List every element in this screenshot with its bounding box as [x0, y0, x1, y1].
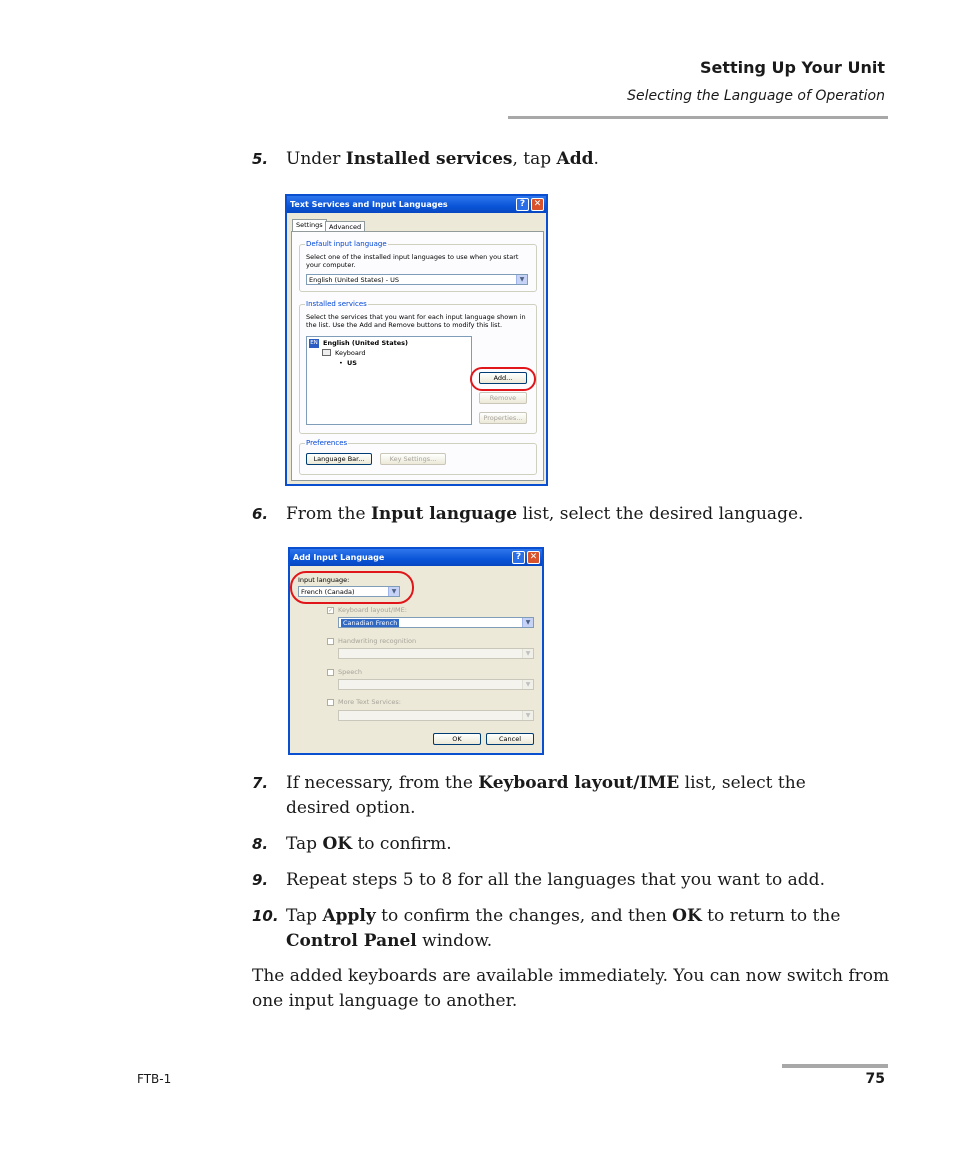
- page-number: 75: [865, 1071, 885, 1087]
- properties-button[interactable]: Properties...: [479, 412, 527, 424]
- step-text: Under Installed services, tap Add.: [286, 149, 599, 169]
- cancel-button[interactable]: Cancel: [486, 733, 534, 745]
- group-label: Installed services: [306, 300, 367, 308]
- close-icon[interactable]: ✕: [527, 551, 540, 564]
- help-icon[interactable]: ?: [512, 551, 525, 564]
- keyboard-layout-label: Keyboard layout/IME:: [338, 606, 407, 614]
- keyboard-layout-select[interactable]: [338, 617, 534, 628]
- chevron-down-icon: ▼: [522, 649, 533, 658]
- more-services-label: More Text Services:: [338, 698, 401, 706]
- closing-paragraph: The added keyboards are available immediately. You can now switch from one input language to another.: [252, 966, 890, 1011]
- speech-label: Speech: [338, 668, 362, 676]
- speech-select[interactable]: [338, 679, 534, 690]
- footer-product: FTB-1: [137, 1072, 172, 1086]
- ok-button[interactable]: OK: [433, 733, 481, 745]
- default-desc: Select one of the installed input languages to use when you start your computer.: [306, 253, 519, 269]
- step-number: 7.: [252, 774, 269, 792]
- preferences-group: [299, 439, 537, 475]
- input-language-highlight-ring: [290, 571, 414, 604]
- add-highlight-ring: [470, 367, 536, 391]
- dialog-titlebar: [290, 549, 542, 566]
- tab-settings[interactable]: Settings: [292, 219, 327, 231]
- dialog-title: Add Input Language: [293, 553, 385, 562]
- step-text: If necessary, from the Keyboard layout/IME list, select the desired option.: [286, 773, 806, 818]
- group-label: Preferences: [306, 439, 348, 447]
- installed-desc: Select the services that you want for each input language shown in the list. Use the Add and Remove buttons to modify this list.: [306, 313, 526, 329]
- keyboard-icon: [322, 349, 331, 356]
- bullet-icon: •: [339, 359, 343, 367]
- step-number: 6.: [252, 505, 269, 523]
- dialog-titlebar: [287, 196, 546, 213]
- close-icon[interactable]: ✕: [531, 198, 544, 211]
- key-settings-button[interactable]: Key Settings...: [380, 453, 446, 465]
- speech-checkbox[interactable]: [327, 669, 334, 676]
- text-services-dialog: [285, 194, 548, 486]
- running-header-subtitle: Selecting the Language of Operation: [627, 88, 885, 104]
- group-label: Default input language: [306, 240, 387, 248]
- tab-advanced[interactable]: Advanced: [325, 221, 365, 232]
- step-text: Tap OK to confirm.: [286, 834, 452, 854]
- tab-panel: [291, 231, 544, 481]
- step-number: 8.: [252, 835, 269, 853]
- more-services-checkbox[interactable]: [327, 699, 334, 706]
- list-item-layout[interactable]: US: [347, 359, 357, 367]
- language-badge-icon: EN: [310, 340, 318, 346]
- step-number: 10.: [252, 907, 279, 925]
- help-icon[interactable]: ?: [516, 198, 529, 211]
- dialog-title: Text Services and Input Languages: [290, 200, 448, 209]
- handwriting-select[interactable]: [338, 648, 534, 659]
- keyboard-layout-checkbox[interactable]: ✓: [328, 607, 334, 614]
- header-rule: [508, 116, 888, 119]
- input-language-label: Input language:: [298, 576, 350, 584]
- select-value: French (Canada): [301, 588, 355, 596]
- default-language-select[interactable]: [306, 274, 528, 285]
- step-text: Repeat steps 5 to 8 for all the languages that you want to add.: [286, 870, 825, 890]
- list-item-language[interactable]: English (United States): [323, 339, 409, 347]
- step-number: 5.: [252, 150, 269, 168]
- chevron-down-icon: ▼: [388, 587, 399, 596]
- remove-button[interactable]: Remove: [479, 392, 527, 404]
- chevron-down-icon: ▼: [516, 275, 527, 284]
- chevron-down-icon: ▼: [522, 680, 533, 689]
- running-header-title: Setting Up Your Unit: [699, 58, 885, 77]
- step-number: 9.: [252, 871, 269, 889]
- handwriting-label: Handwriting recognition: [338, 637, 417, 645]
- step-text: From the Input language list, select the desired language.: [286, 504, 804, 524]
- default-input-group: [299, 240, 537, 292]
- chevron-down-icon: ▼: [522, 711, 533, 720]
- list-item-keyboard[interactable]: Keyboard: [335, 349, 366, 357]
- handwriting-checkbox[interactable]: [327, 638, 334, 645]
- services-list[interactable]: [306, 336, 472, 425]
- language-bar-button[interactable]: Language Bar...: [306, 453, 372, 465]
- more-services-select[interactable]: [338, 710, 534, 721]
- footer-rule: [782, 1064, 888, 1068]
- add-button[interactable]: Add...: [479, 372, 527, 384]
- select-value: English (United States) - US: [309, 276, 399, 284]
- step-text: Tap Apply to confirm the changes, and then OK to return to the Control Panel window.: [286, 906, 841, 951]
- chevron-down-icon: ▼: [522, 618, 533, 627]
- select-value: Canadian French: [343, 619, 398, 627]
